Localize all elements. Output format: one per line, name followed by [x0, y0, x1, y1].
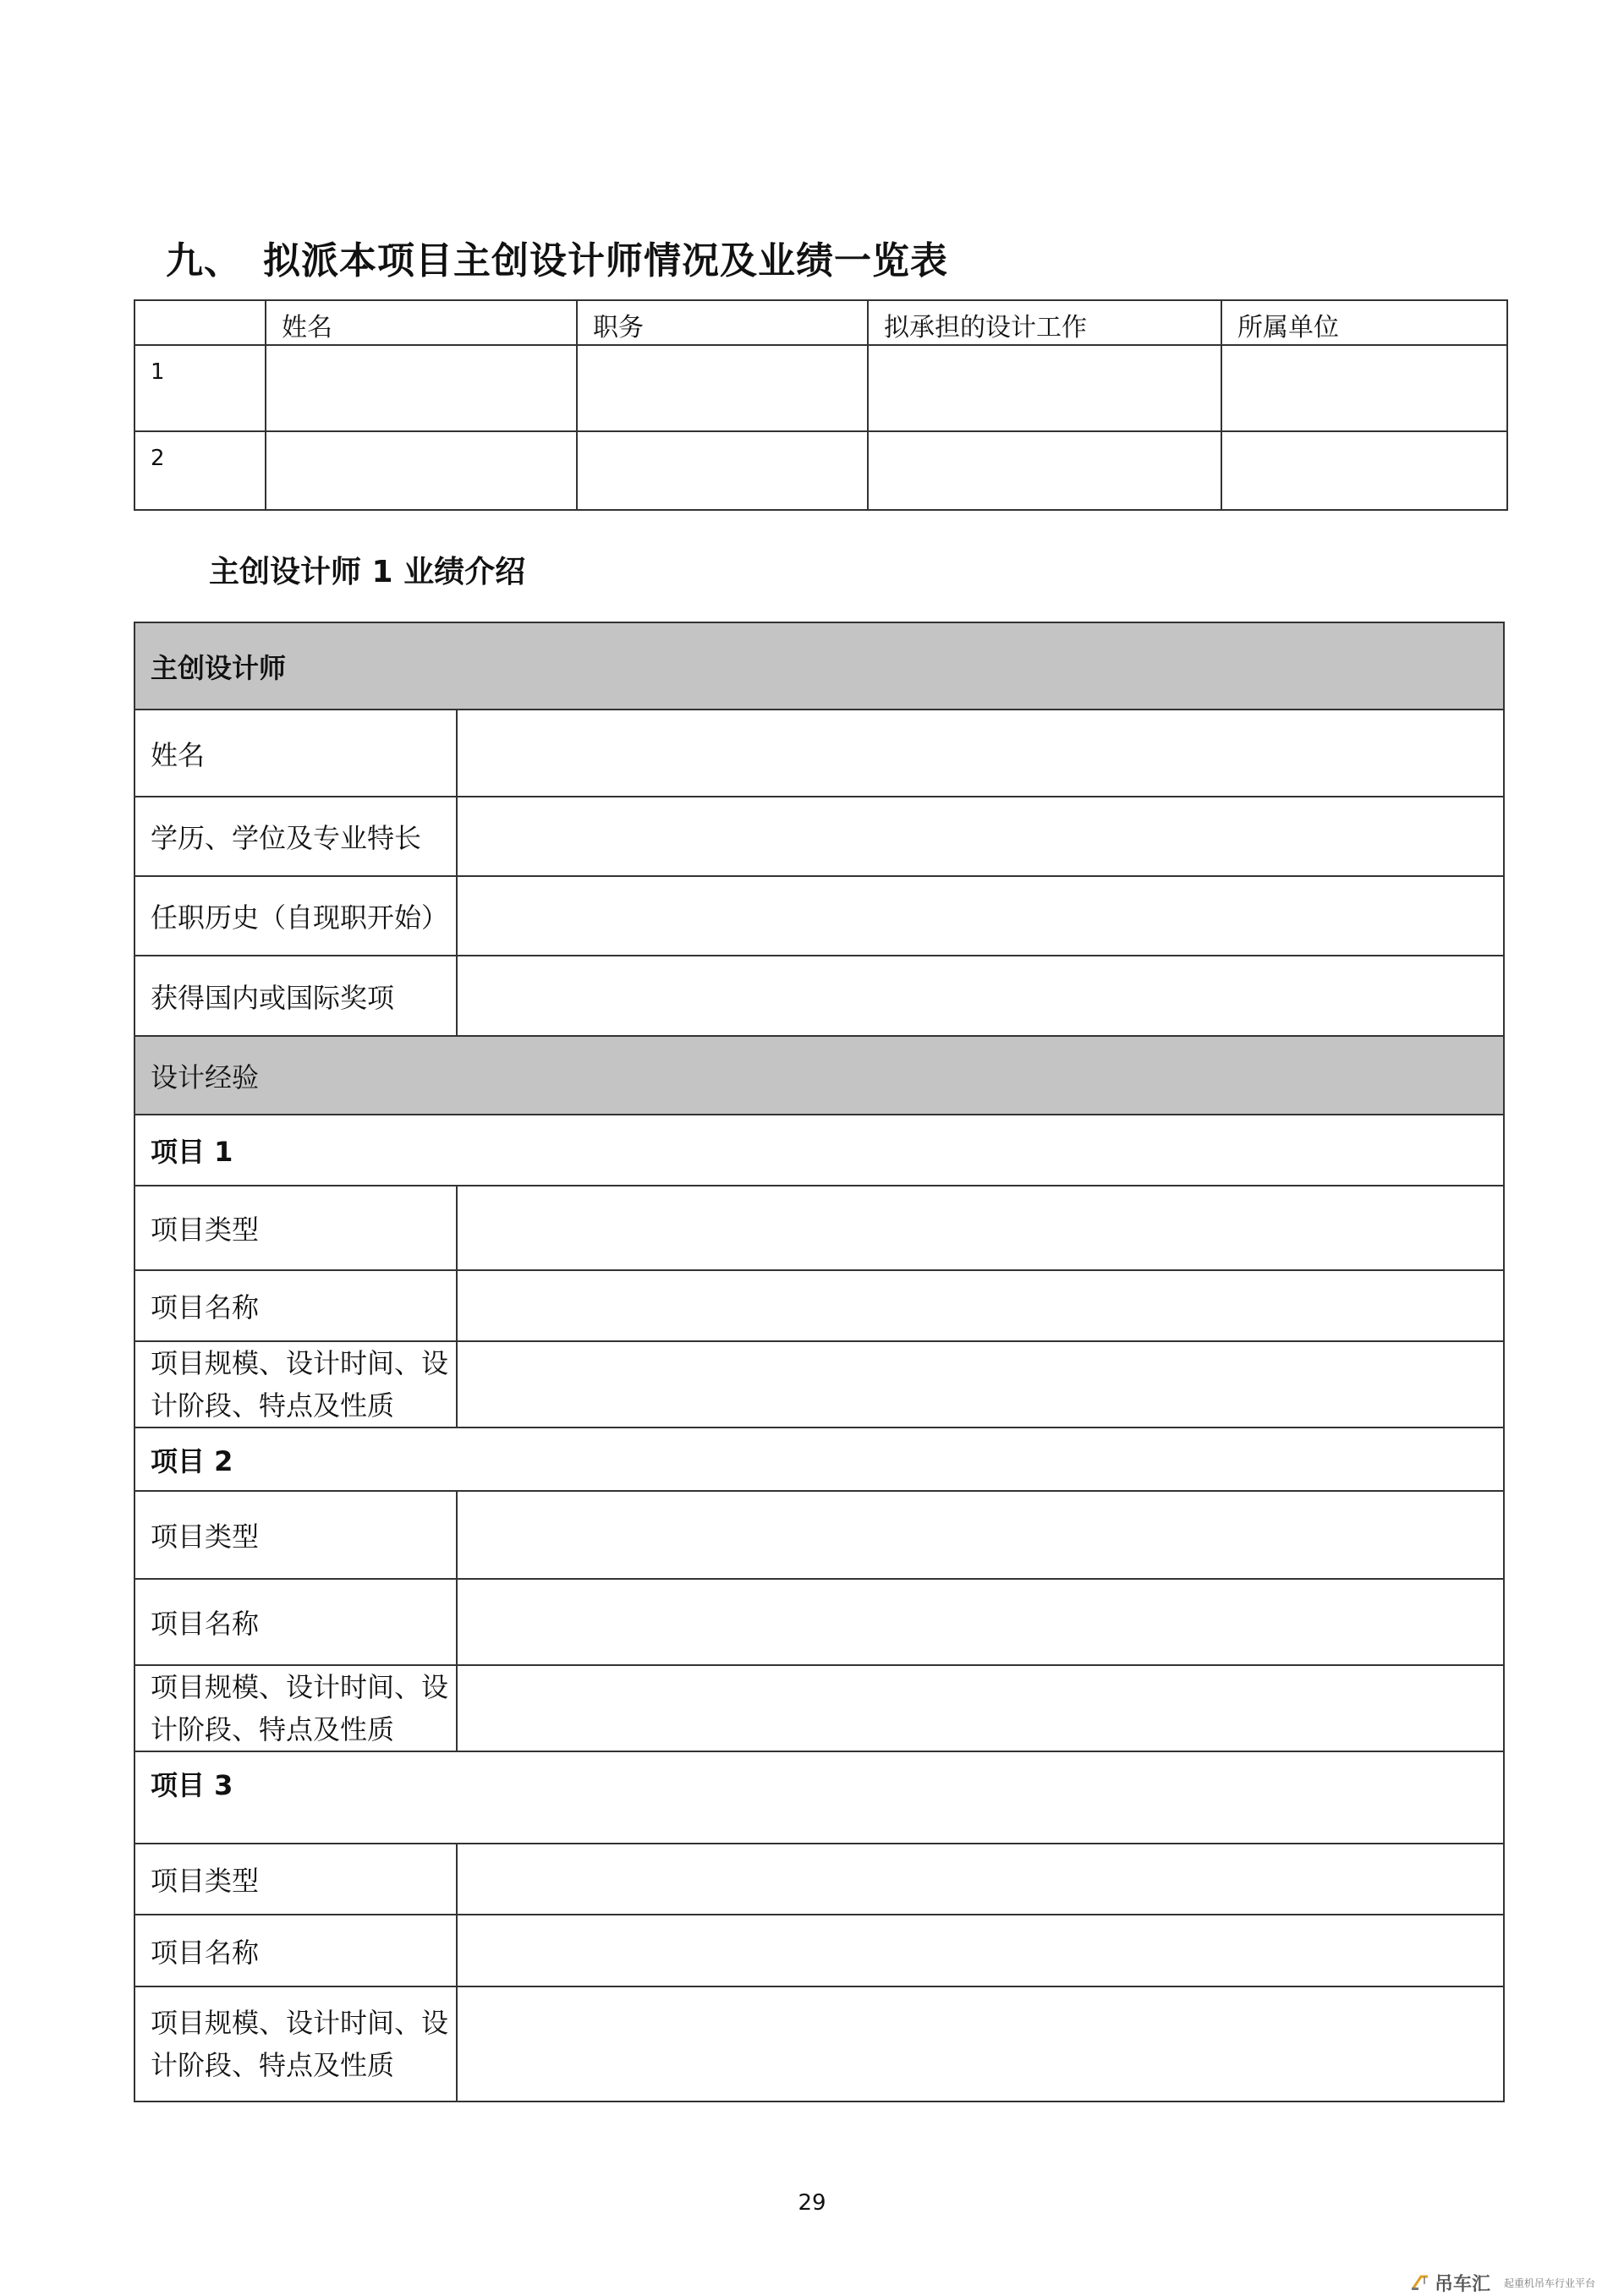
- section-number: 九、: [166, 239, 242, 282]
- design-work-cell[interactable]: [868, 431, 1221, 510]
- project-3-type-value-cell[interactable]: [457, 1844, 1504, 1915]
- project-2-type-value-cell[interactable]: [457, 1491, 1504, 1579]
- project-3-name-label: 项目名称: [134, 1915, 457, 1986]
- name-value-cell[interactable]: [457, 710, 1504, 797]
- name-label: 姓名: [134, 710, 457, 797]
- row-index: 2: [134, 431, 266, 510]
- project-1-name-label: 项目名称: [134, 1270, 457, 1341]
- project-3-type-label: 项目类型: [134, 1844, 457, 1915]
- project-2-name-label: 项目名称: [134, 1579, 457, 1665]
- header-cell-position: 职务: [577, 300, 868, 345]
- header-cell-name: 姓名: [266, 300, 577, 345]
- education-label: 学历、学位及专业特长: [134, 797, 457, 876]
- project-2-scale-label-line-1: 项目规模、设计时间、设: [151, 1671, 449, 1703]
- section-title-text: 拟派本项目主创设计师情况及业绩一览表: [263, 239, 948, 282]
- designer-subtitle: 主创设计师 1 业绩介绍: [209, 555, 526, 589]
- crane-icon: [1411, 2274, 1429, 2291]
- design-work-cell[interactable]: [868, 345, 1221, 431]
- table-row: [134, 431, 1507, 510]
- project-3-scale-label: [134, 1986, 457, 2101]
- page-number: 29: [798, 2190, 826, 2216]
- project-1-type-value-cell[interactable]: [457, 1186, 1504, 1270]
- name-cell[interactable]: [266, 345, 577, 431]
- designer-summary-table: [134, 299, 1508, 511]
- table-row: [134, 345, 1507, 431]
- header-cell-design-work: 拟承担的设计工作: [868, 300, 1221, 345]
- career-value-cell[interactable]: [457, 876, 1504, 956]
- project-1-name-value-cell[interactable]: [457, 1270, 1504, 1341]
- project-1-scale-label-line-2: 计阶段、特点及性质: [151, 1389, 395, 1422]
- name-cell[interactable]: [266, 431, 577, 510]
- project-2-title: 项目 2: [134, 1427, 1504, 1491]
- awards-value-cell[interactable]: [457, 956, 1504, 1036]
- project-1-type-label: 项目类型: [134, 1186, 457, 1270]
- organization-cell[interactable]: [1221, 345, 1507, 431]
- project-2-type-label: 项目类型: [134, 1491, 457, 1579]
- project-1-scale-label-line-1: 项目规模、设计时间、设: [151, 1347, 449, 1379]
- education-value-cell[interactable]: [457, 797, 1504, 876]
- project-2-name-value-cell[interactable]: [457, 1579, 1504, 1665]
- section-title: [166, 230, 948, 284]
- designer-header: 主创设计师: [134, 622, 1504, 710]
- project-1-scale-label: [134, 1341, 457, 1427]
- project-1-scale-value-cell[interactable]: [457, 1341, 1504, 1427]
- designer-detail-table: [134, 622, 1505, 2102]
- experience-header: 设计经验: [134, 1036, 1504, 1115]
- header-cell-organization: 所属单位: [1221, 300, 1507, 345]
- career-label: 任职历史（自现职开始）: [134, 876, 457, 956]
- project-2-scale-label: [134, 1665, 457, 1751]
- project-3-name-value-cell[interactable]: [457, 1915, 1504, 1986]
- project-3-scale-label-line-2: 计阶段、特点及性质: [151, 2049, 395, 2081]
- watermark-logo: [1411, 2272, 1595, 2293]
- row-index: 1: [134, 345, 266, 431]
- header-cell-index: [134, 300, 266, 345]
- organization-cell[interactable]: [1221, 431, 1507, 510]
- watermark-slogan: 起重机吊车行业平台: [1504, 2277, 1596, 2289]
- project-3-scale-value-cell[interactable]: [457, 1986, 1504, 2101]
- project-1-title: 项目 1: [134, 1115, 1504, 1186]
- project-2-scale-value-cell[interactable]: [457, 1665, 1504, 1751]
- table-header-row: [134, 300, 1507, 345]
- project-3-title: 项目 3: [134, 1751, 1504, 1844]
- project-2-scale-label-line-2: 计阶段、特点及性质: [151, 1713, 395, 1745]
- position-cell[interactable]: [577, 431, 868, 510]
- awards-label: 获得国内或国际奖项: [134, 956, 457, 1036]
- project-3-scale-label-line-1: 项目规模、设计时间、设: [151, 2007, 449, 2039]
- position-cell[interactable]: [577, 345, 868, 431]
- watermark-name: 吊车汇: [1435, 2273, 1491, 2295]
